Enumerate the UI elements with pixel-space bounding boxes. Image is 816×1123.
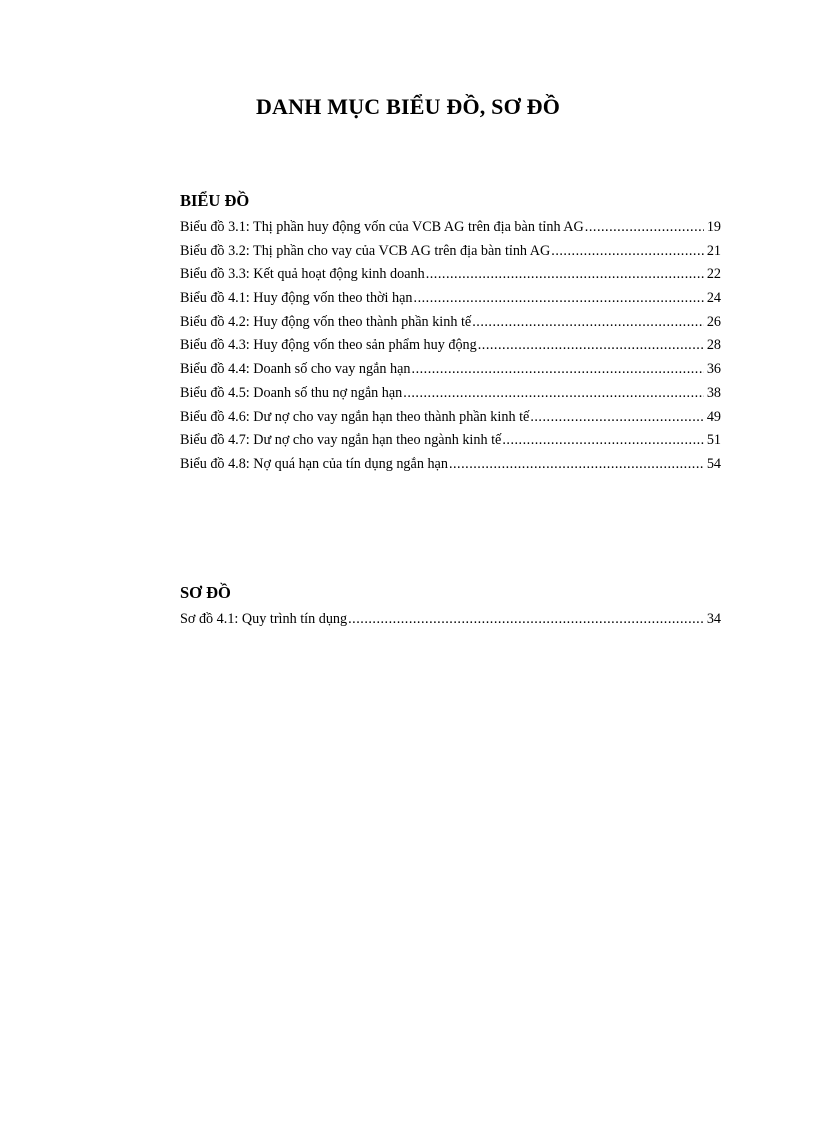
toc-leader-dots xyxy=(348,608,704,632)
toc-leader-dots xyxy=(551,240,704,264)
toc-list-so-do xyxy=(180,608,721,632)
toc-entry xyxy=(180,382,721,406)
toc-entry-label: Biểu đồ 3.2: Thị phần cho vay của VCB AG trên địa bàn tỉnh AG xyxy=(180,242,551,259)
toc-entry-label: Biểu đồ 4.2: Huy động vốn theo thành phần kinh tế xyxy=(180,313,472,330)
toc-entry xyxy=(180,334,721,358)
toc-leader-dots xyxy=(502,429,703,453)
toc-entry xyxy=(180,216,721,240)
toc-entry-page: 36 xyxy=(706,361,721,378)
toc-entry xyxy=(180,287,721,311)
toc-entry xyxy=(180,453,721,477)
section-heading-so-do: SƠ ĐỒ xyxy=(180,583,231,602)
toc-entry-label: Biểu đồ 4.1: Huy động vốn theo thời hạn xyxy=(180,290,413,307)
toc-entry xyxy=(180,311,721,335)
toc-entry-page: 34 xyxy=(706,611,721,627)
toc-entry-page: 19 xyxy=(706,219,721,235)
toc-leader-dots xyxy=(449,453,704,477)
toc-entry-label: Biểu đồ 4.8: Nợ quá hạn của tín dụng ngắn hạn xyxy=(180,455,448,472)
toc-entry-page: 28 xyxy=(706,337,721,354)
toc-leader-dots xyxy=(403,382,704,406)
toc-entry-page: 38 xyxy=(706,384,721,401)
toc-entry xyxy=(180,406,721,430)
toc-entry xyxy=(180,240,721,264)
toc-entry-label: Biểu đồ 4.6: Dư nợ cho vay ngắn hạn theo thành phần kinh tế xyxy=(180,408,530,425)
toc-leader-dots xyxy=(414,287,704,311)
toc-entry xyxy=(180,263,721,287)
toc-entry xyxy=(180,358,721,382)
toc-list-bieu-do xyxy=(180,216,721,477)
section-heading-bieu-do: BIỂU ĐỒ xyxy=(180,191,250,210)
toc-leader-dots xyxy=(472,311,704,335)
page-title: DANH MỤC BIỂU ĐỒ, SƠ ĐỒ xyxy=(255,94,561,119)
toc-entry-label: Biểu đồ 3.1: Thị phần huy động vốn của VCB AG trên địa bàn tỉnh AG xyxy=(180,219,584,235)
toc-entry-label: Biểu đồ 4.4: Doanh số cho vay ngắn hạn xyxy=(180,361,411,378)
toc-entry xyxy=(180,608,721,632)
toc-entry-label: Biểu đồ 4.5: Doanh số thu nợ ngắn hạn xyxy=(180,384,403,401)
toc-entry-page: 21 xyxy=(706,242,721,259)
toc-entry-page: 54 xyxy=(706,455,721,472)
toc-entry-label: Biểu đồ 4.3: Huy động vốn theo sản phẩm huy động xyxy=(180,337,477,354)
toc-leader-dots xyxy=(478,334,704,358)
toc-entry xyxy=(180,429,721,453)
toc-entry-page: 22 xyxy=(706,266,721,283)
toc-leader-dots xyxy=(530,406,703,430)
toc-entry-page: 24 xyxy=(706,290,721,307)
toc-leader-dots xyxy=(412,358,704,382)
toc-leader-dots xyxy=(585,216,704,240)
toc-leader-dots xyxy=(426,263,704,287)
section-bieu-do xyxy=(180,190,721,477)
toc-entry-page: 49 xyxy=(706,408,721,425)
toc-entry-label: Sơ đồ 4.1: Quy trình tín dụng xyxy=(180,611,348,627)
toc-entry-label: Biểu đồ 4.7: Dư nợ cho vay ngắn hạn theo ngành kinh tế xyxy=(180,432,502,449)
toc-entry-label: Biểu đồ 3.3: Kết quả hoạt động kinh doanh xyxy=(180,266,425,283)
toc-entry-page: 26 xyxy=(706,313,721,330)
toc-entry-page: 51 xyxy=(706,432,721,449)
section-so-do xyxy=(180,582,721,632)
